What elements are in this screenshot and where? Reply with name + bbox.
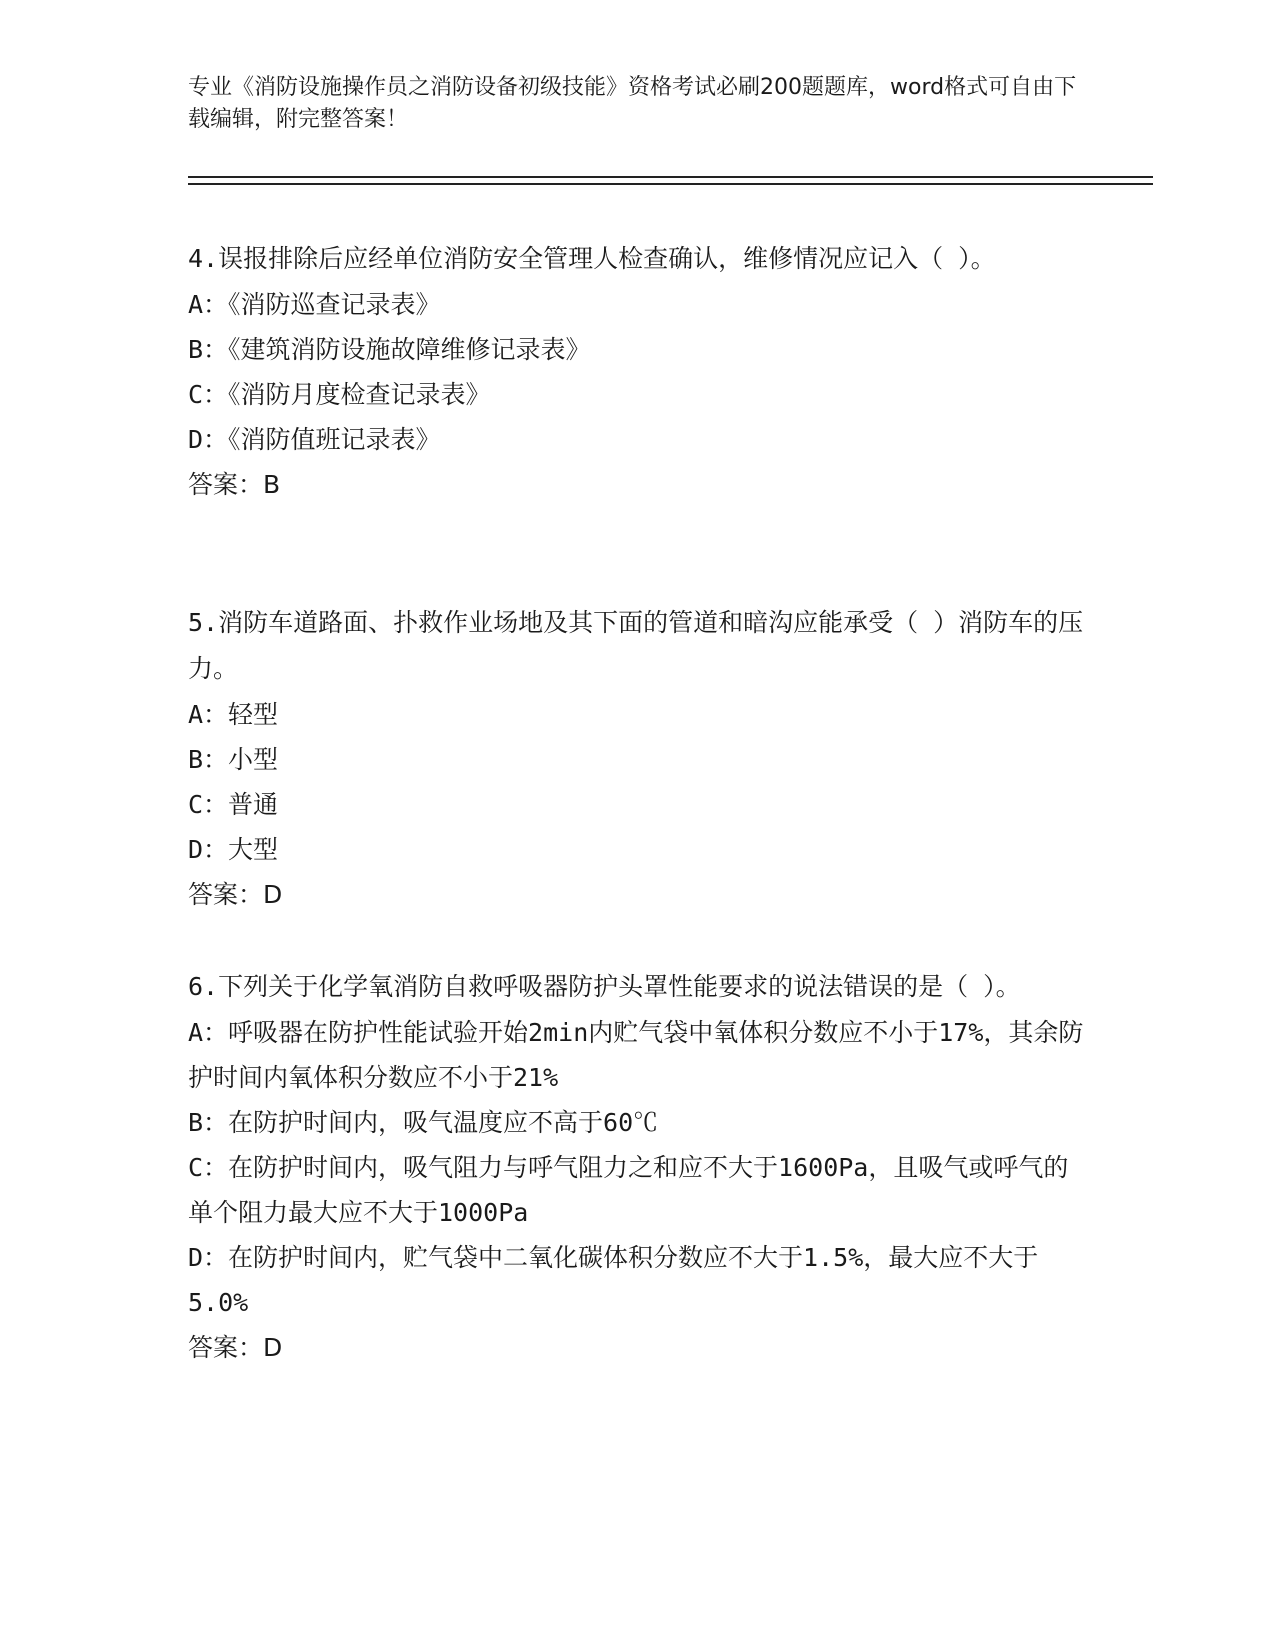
option-d: D：大型 bbox=[188, 835, 279, 864]
question-stem: 6.下列关于化学氧消防自救呼吸器防护头罩性能要求的说法错误的是（ ）。 bbox=[188, 972, 1021, 1001]
option-b: B：小型 bbox=[188, 745, 279, 774]
option-a: A：轻型 bbox=[188, 700, 279, 729]
header-divider-top bbox=[188, 176, 1153, 178]
answer-label: 答案：B bbox=[188, 470, 281, 499]
option-d: D：在防护时间内，贮气袋中二氧化碳体积分数应不大于1.5%，最大应不大于5.0% bbox=[188, 1243, 1039, 1317]
option-b: B：在防护时间内，吸气温度应不高于60℃ bbox=[188, 1108, 659, 1137]
option-c: C：普通 bbox=[188, 790, 279, 819]
option-a: A：《消防巡查记录表》 bbox=[188, 290, 441, 319]
page-header: 专业《消防设施操作员之消防设备初级技能》资格考试必刷200题题库，word格式可自由下载编辑，附完整答案！ bbox=[188, 75, 1077, 132]
question-stem: 5.消防车道路面、扑救作业场地及其下面的管道和暗沟应能承受（ ）消防车的压力。 bbox=[188, 608, 1084, 683]
option-b: B：《建筑消防设施故障维修记录表》 bbox=[188, 335, 591, 364]
option-a: A：呼吸器在防护性能试验开始2min内贮气袋中氧体积分数应不小于17%，其余防护时间内氧体积分数应不小于21% bbox=[188, 1018, 1084, 1092]
option-c: C：《消防月度检查记录表》 bbox=[188, 380, 491, 409]
question-4 bbox=[188, 236, 1088, 507]
question-5 bbox=[188, 600, 1088, 917]
answer-label: 答案：D bbox=[188, 1333, 283, 1362]
question-6 bbox=[188, 964, 1088, 1370]
option-d: D：《消防值班记录表》 bbox=[188, 425, 441, 454]
header-divider-bottom bbox=[188, 183, 1153, 185]
question-stem: 4.误报排除后应经单位消防安全管理人检查确认，维修情况应记入（ ）。 bbox=[188, 244, 996, 273]
option-c: C：在防护时间内，吸气阻力与呼气阻力之和应不大于1600Pa，且吸气或呼气的单个阻力最大应不大于1000Pa bbox=[188, 1153, 1069, 1227]
answer-label: 答案：D bbox=[188, 880, 283, 909]
